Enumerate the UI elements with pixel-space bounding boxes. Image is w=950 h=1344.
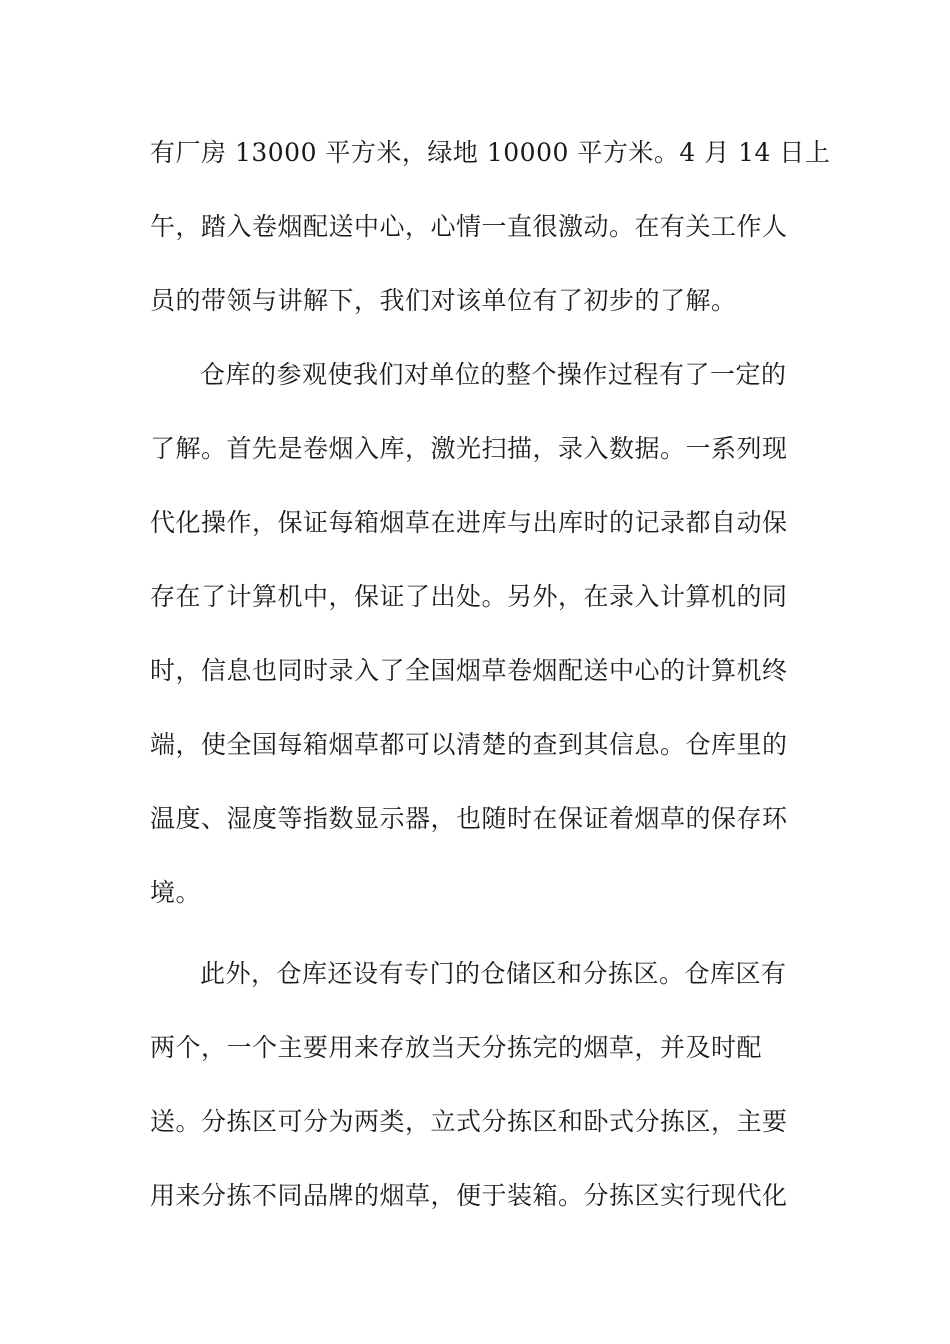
text-line: 用来分拣不同品牌的烟草，便于装箱。分拣区实行现代化 [150,1181,788,1210]
text-line: 午，踏入卷烟配送中心，心情一直很激动。在有关工作人 [150,212,788,241]
text-line: 存在了计算机中，保证了出处。另外，在录入计算机的同 [150,582,788,611]
paragraph-start-line: 此外，仓库还设有专门的仓储区和分拣区。仓库区有 [200,959,787,988]
text-line: 送。分拣区可分为两类，立式分拣区和卧式分拣区，主要 [150,1107,788,1136]
text-line: 两个，一个主要用来存放当天分拣完的烟草，并及时配 [150,1033,763,1062]
text-line: 境。 [150,878,202,907]
text-line: 端，使全国每箱烟草都可以清楚的查到其信息。仓库里的 [150,730,788,759]
text-line: 有厂房 13000 平方米，绿地 10000 平方米。4 月 14 日上 [150,138,831,167]
text-line: 员的带领与讲解下，我们对该单位有了初步的了解。 [150,286,737,315]
text-line: 代化操作，保证每箱烟草在进库与出库时的记录都自动保 [150,508,788,537]
text-line: 时，信息也同时录入了全国烟草卷烟配送中心的计算机终 [150,656,788,685]
paragraph-start-line: 仓库的参观使我们对单位的整个操作过程有了一定的 [200,360,787,389]
text-line: 温度、湿度等指数显示器，也随时在保证着烟草的保存环 [150,804,788,833]
text-line: 了解。首先是卷烟入库，激光扫描，录入数据。一系列现 [150,434,788,463]
